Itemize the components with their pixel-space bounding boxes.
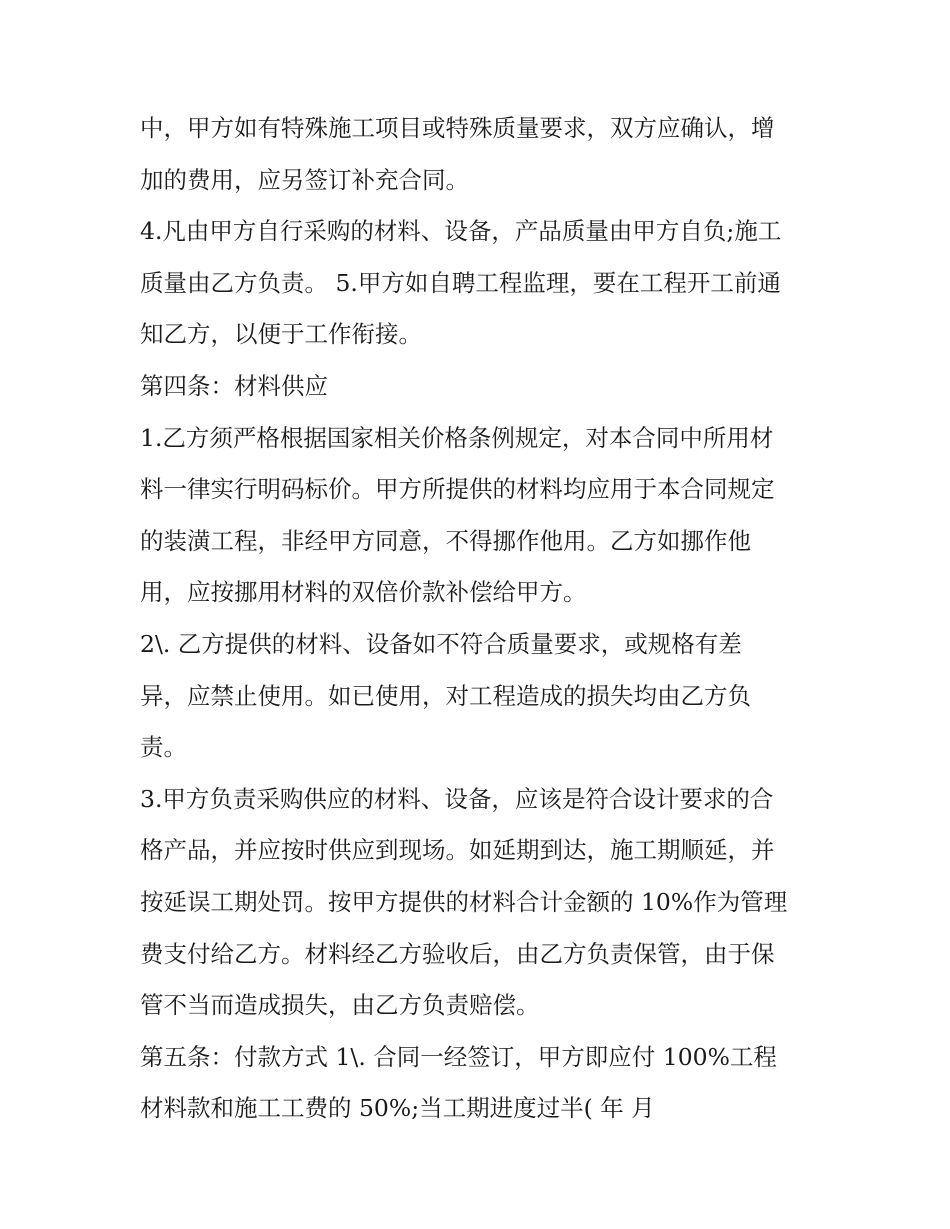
- text-line: 费支付给乙方。材料经乙方验收后，由乙方负责保管，由于保: [140, 939, 775, 968]
- text-line: 2\. 乙方提供的材料、设备如不符合质量要求，或规格有差: [140, 629, 742, 658]
- text-line: 的装潢工程，非经甲方同意，不得挪作他用。乙方如挪作他: [140, 526, 751, 555]
- text-line: 格产品，并应按时供应到现场。如延期到达，施工期顺延，并: [140, 836, 775, 865]
- text-line: 质量由乙方负责。 5.甲方如自聘工程监理，要在工程开工前通: [140, 268, 781, 297]
- text-line: 管不当而造成损失，由乙方负责赔偿。: [140, 991, 540, 1020]
- text-line: 知乙方，以便于工作衔接。: [140, 320, 422, 349]
- text-line: 料一律实行明码标价。甲方所提供的材料均应用于本合同规定: [140, 475, 775, 504]
- text-line: 加的费用，应另签订补充合同。: [140, 165, 469, 194]
- text-line: 异，应禁止使用。如已使用，对工程造成的损失均由乙方负: [140, 681, 751, 710]
- text-line: 材料款和施工工费的 50%;当工期进度过半( 年 月: [140, 1094, 655, 1123]
- text-line: 按延误工期处罚。按甲方提供的材料合计金额的 10%作为管理: [140, 887, 788, 916]
- section-heading: 第四条：材料供应: [140, 371, 328, 400]
- text-line: 1.乙方须严格根据国家相关价格条例规定，对本合同中所用材: [140, 423, 774, 452]
- section-heading: 第五条：付款方式 1\. 合同一经签订，甲方即应付 100%工程: [140, 1042, 777, 1071]
- text-line: 3.甲方负责采购供应的材料、设备，应该是符合设计要求的合: [140, 784, 774, 813]
- text-line: 用，应按挪用材料的双倍价款补偿给甲方。: [140, 578, 587, 607]
- document-body: [140, 103, 820, 1135]
- text-line: 4.凡由甲方自行采购的材料、设备，产品质量由甲方自负;施工: [140, 217, 782, 246]
- text-line: 责。: [140, 733, 187, 762]
- text-line: 中，甲方如有特殊施工项目或特殊质量要求，双方应确认，增: [140, 114, 775, 142]
